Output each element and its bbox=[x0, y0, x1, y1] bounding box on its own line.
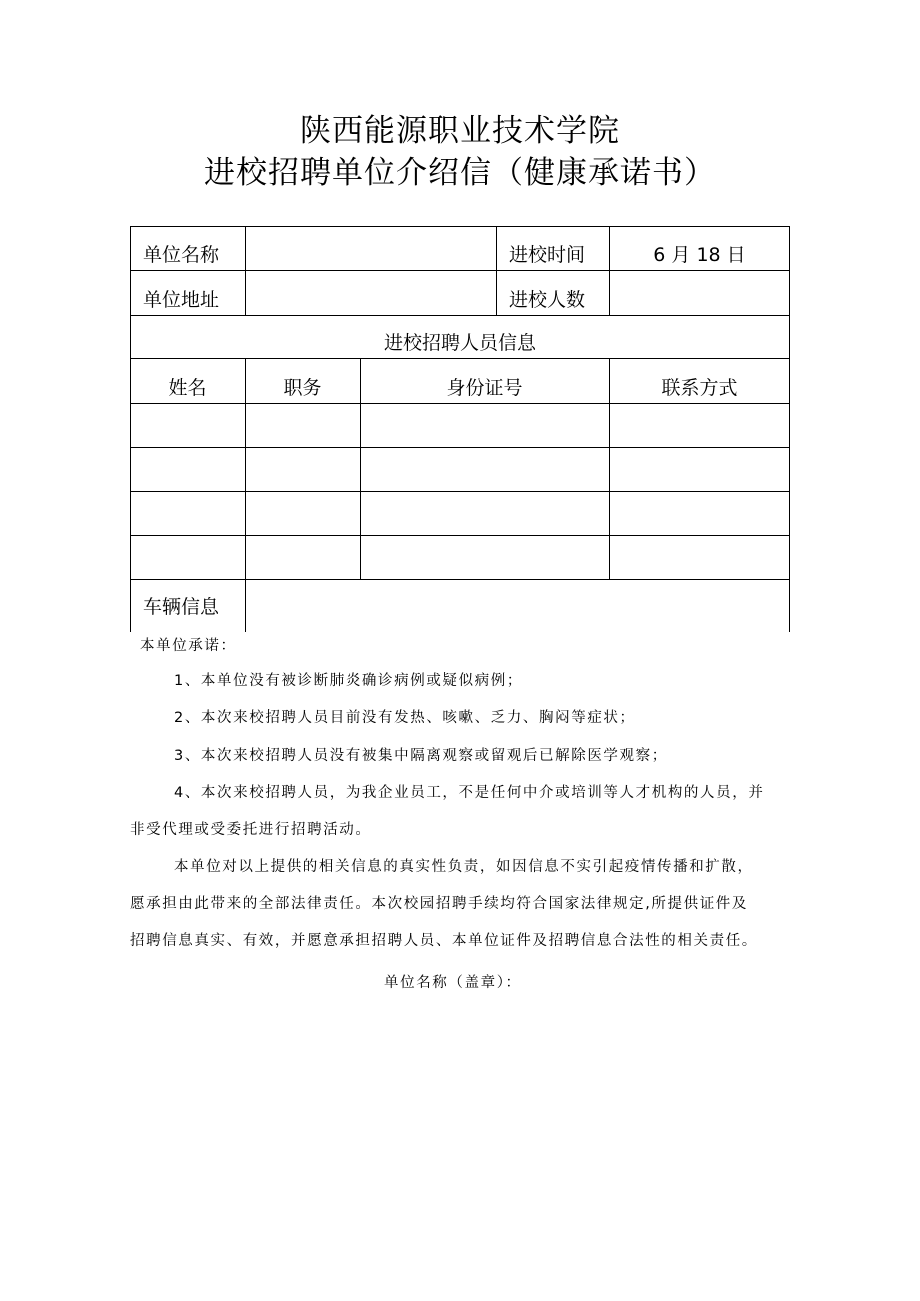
vehicle-info-field[interactable] bbox=[245, 579, 790, 632]
unit-name-field[interactable] bbox=[245, 226, 496, 270]
table-cell-contact[interactable] bbox=[609, 447, 790, 491]
table-cell-id-number[interactable] bbox=[360, 447, 609, 491]
table-cell-contact[interactable] bbox=[609, 535, 790, 579]
table-cell-name[interactable] bbox=[130, 491, 245, 535]
vehicle-info-label: 车辆信息 bbox=[143, 596, 220, 618]
table-cell-contact[interactable] bbox=[609, 491, 790, 535]
responsibility-para-line3: 招聘信息真实、有效，并愿意承担招聘人员、本单位证件及招聘信息合法性的相关责任。 bbox=[130, 933, 758, 949]
table-cell-position[interactable] bbox=[245, 403, 360, 447]
unit-name-label: 单位名称 bbox=[143, 244, 220, 266]
table-cell-name[interactable] bbox=[130, 403, 245, 447]
table-cell-id-number[interactable] bbox=[360, 535, 609, 579]
recruitment-form-table bbox=[130, 226, 790, 632]
commitment-item-2: 2、本次来校招聘人员目前没有发热、咳嗽、乏力、胸闷等症状； bbox=[174, 710, 636, 726]
commitment-item-1: 1、本单位没有被诊断肺炎确诊病例或疑似病例； bbox=[174, 673, 523, 689]
commitment-heading: 本单位承诺： bbox=[140, 638, 237, 654]
document-title-line1: 陕西能源职业技术学院 bbox=[300, 113, 620, 149]
column-header-id-number: 身份证号 bbox=[446, 377, 523, 399]
commitment-item-4-line1: 4、本次来校招聘人员，为我企业员工，不是任何中介或培训等人才机构的人员，并 bbox=[174, 785, 765, 801]
column-header-name: 姓名 bbox=[168, 377, 207, 399]
table-cell-contact[interactable] bbox=[609, 403, 790, 447]
unit-address-label: 单位地址 bbox=[143, 289, 220, 311]
responsibility-para-line1: 本单位对以上提供的相关信息的真实性负责，如因信息不实引起疫情传播和扩散， bbox=[174, 859, 754, 875]
visit-time-label: 进校时间 bbox=[509, 244, 586, 266]
visitor-count-label: 进校人数 bbox=[509, 289, 586, 311]
personnel-section-title: 进校招聘人员信息 bbox=[383, 332, 536, 354]
document-title-line2: 进校招聘单位介绍信（健康承诺书） bbox=[204, 155, 716, 191]
visitor-count-field[interactable] bbox=[609, 270, 790, 315]
commitment-item-3: 3、本次来校招聘人员没有被集中隔离观察或留观后已解除医学观察； bbox=[174, 748, 668, 764]
signature-label: 单位名称（盖章）： bbox=[384, 975, 522, 991]
column-header-contact: 联系方式 bbox=[661, 377, 738, 399]
table-cell-position[interactable] bbox=[245, 535, 360, 579]
visit-time-field[interactable]: 6 月 18 日 bbox=[653, 244, 746, 266]
unit-address-field[interactable] bbox=[245, 270, 496, 315]
table-cell-name[interactable] bbox=[130, 447, 245, 491]
responsibility-para-line2: 愿承担由此带来的全部法律责任。本次校园招聘手续均符合国家法律规定,所提供证件及 bbox=[130, 896, 749, 912]
table-cell-position[interactable] bbox=[245, 447, 360, 491]
column-header-position: 职务 bbox=[283, 377, 322, 399]
table-cell-position[interactable] bbox=[245, 491, 360, 535]
table-cell-name[interactable] bbox=[130, 535, 245, 579]
table-cell-id-number[interactable] bbox=[360, 491, 609, 535]
commitment-item-4-line2: 非受代理或受委托进行招聘活动。 bbox=[130, 822, 372, 838]
table-cell-id-number[interactable] bbox=[360, 403, 609, 447]
